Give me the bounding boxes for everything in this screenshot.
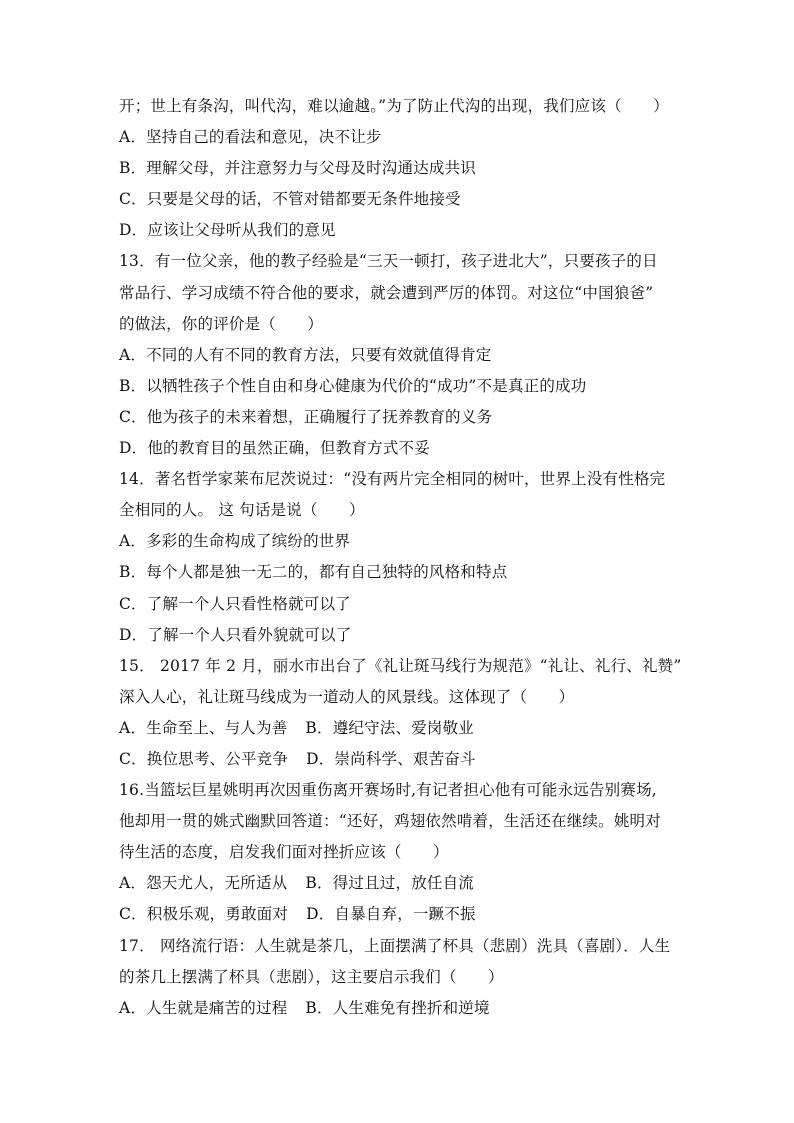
q12-option-b: B．理解父母，并注意努力与父母及时沟通达成共识 xyxy=(119,159,476,178)
q17-option-row-1 xyxy=(119,993,689,1024)
question-13-stem-line-2: 常品行、学习成绩不符合他的要求，就会遭到严厉的体罚。对这位“中国狼爸” xyxy=(119,283,654,302)
question-16-stem-line-1: 16.当篮坛巨星姚明再次因重伤离开赛场时,有记者担心他有可能永远告别赛场, xyxy=(119,781,657,800)
q13-option-d: D．他的教育目的虽然正确，但教育方式不妥 xyxy=(119,439,430,458)
q16-option-b: B．得过且过，放任自流 xyxy=(305,874,474,893)
q16-option-d: D．自暴自弃，一蹶不振 xyxy=(306,905,476,924)
question-16-stem-line-3: 待生活的态度，启发我们面对挫折应该（ ） xyxy=(119,843,449,862)
q16-option-a: A．怨天尤人，无所适从 xyxy=(119,874,288,893)
question-15-stem-line-1: 15． 2017 年 2 月，丽水市出台了《礼让斑马线行为规范》“礼让、礼行、礼赞” xyxy=(119,656,682,675)
question-12-stem: 开；世上有条沟，叫代沟，难以逾越。”为了防止代沟的出现，我们应该（ ） xyxy=(119,97,669,115)
q14-option-d: D．了解一个人只看外貌就可以了 xyxy=(119,625,352,644)
q17-option-a: A．人生就是痛苦的过程 xyxy=(119,998,288,1017)
q15-option-row-2 xyxy=(119,744,689,775)
question-13-stem-line-3: 的做法，你的评价是（ ） xyxy=(119,314,324,333)
q14-option-a: A．多彩的生命构成了缤纷的世界 xyxy=(119,532,351,551)
question-17-stem-line-1: 17． 网络流行语：人生就是茶几，上面摆满了杯具（悲剧）洗具（喜剧）．人生 xyxy=(119,936,671,955)
q15-option-c: C．换位思考、公平竞争 xyxy=(119,749,289,768)
question-17-stem-line-2: 的茶几上摆满了杯具（悲剧），这主要启示我们（ ） xyxy=(119,967,504,986)
q15-option-d: D．崇尚科学、艰苦奋斗 xyxy=(306,749,476,768)
question-14-stem-line-2: 全相同的人。 这 句话是说（ ） xyxy=(119,501,365,520)
question-13-stem-line-1: 13．有一位父亲，他的教子经验是“三天一顿打，孩子进北大”，只要孩子的日 xyxy=(119,252,658,271)
question-14-stem-line-1: 14．著名哲学家莱布尼茨说过：“没有两片完全相同的树叶，世界上没有性格完 xyxy=(119,470,666,489)
q14-option-b: B．每个人都是独一无二的，都有自己独特的风格和特点 xyxy=(119,563,508,582)
q12-option-d: D．应该让父母听从我们的意见 xyxy=(119,221,336,240)
question-list xyxy=(119,91,689,1024)
q12-option-c: C．只要是父母的话，不管对错都要无条件地接受 xyxy=(119,190,461,209)
q15-option-row-1 xyxy=(119,713,689,744)
q14-option-c: C．了解一个人只看性格就可以了 xyxy=(119,594,351,613)
q17-option-b: B．人生难免有挫折和逆境 xyxy=(305,998,490,1017)
q16-option-row-1 xyxy=(119,868,689,899)
q13-option-a: A．不同的人有不同的教育方法，只要有效就值得肯定 xyxy=(119,345,492,364)
q13-option-c: C．他为孩子的未来着想，正确履行了抚养教育的义务 xyxy=(119,407,493,426)
q13-option-b: B．以牺牲孩子个性自由和身心健康为代价的“成功”不是真正的成功 xyxy=(119,376,587,395)
q12-option-a: A．坚持自己的看法和意见，决不让步 xyxy=(119,128,382,147)
q16-option-c: C．积极乐观，勇敢面对 xyxy=(119,905,289,924)
q16-option-row-2 xyxy=(119,899,689,930)
question-15-stem-line-2: 深入人心，礼让斑马线成为一道动人的风景线。这体现了（ ） xyxy=(119,687,575,706)
q15-option-b: B．遵纪守法、爱岗敬业 xyxy=(305,718,474,737)
q15-option-a: A．生命至上、与人为善 xyxy=(119,718,288,737)
question-16-stem-line-2: 他却用一贯的姚式幽默回答道：“还好，鸡翅依然啃着，生活还在继续。姚明对 xyxy=(119,812,661,831)
